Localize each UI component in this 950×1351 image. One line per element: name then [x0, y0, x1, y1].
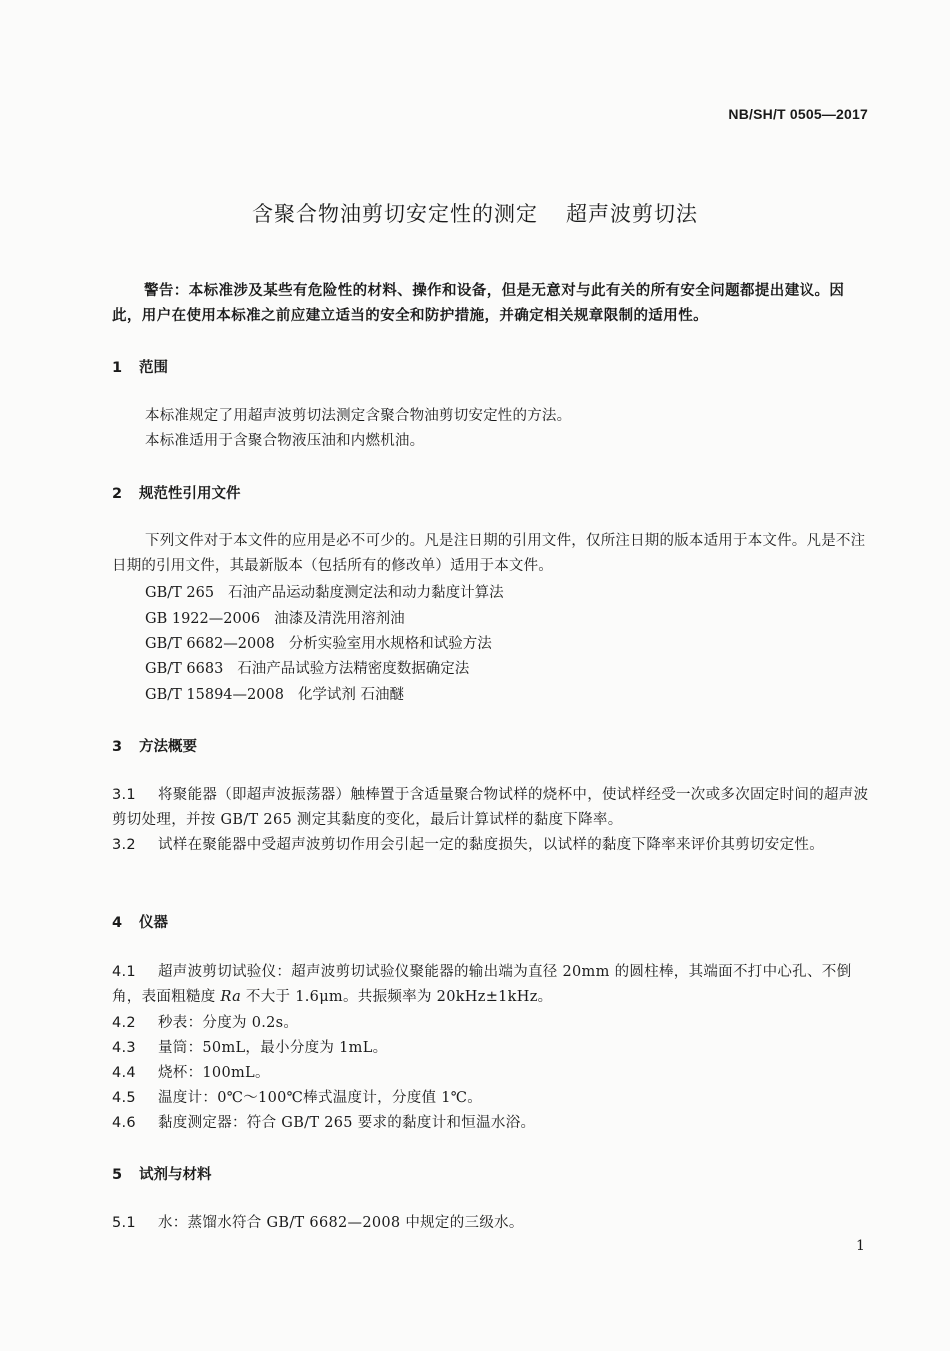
section-3-heading [112, 735, 197, 756]
section-number: 5 [112, 1167, 123, 1183]
section-title: 范围 [139, 360, 168, 376]
clause-text: 秒表：分度为 0.2s。 [158, 1015, 299, 1031]
section-number: 4 [112, 915, 123, 931]
section-2-intro: 下列文件对于本文件的应用是必不可少的。凡是注日期的引用文件，仅所注日期的版本适用于本文件。凡是不注日期的引用文件，其最新版本（包括所有的修改单）适用于本文件。 [112, 533, 866, 574]
page-number: 1 [856, 1238, 865, 1254]
section-1-para-2: 本标准适用于含聚合物液压油和内燃机油。 [145, 433, 425, 449]
clause-4-6 [112, 1111, 872, 1136]
clause-number: 4.3 [112, 1040, 136, 1056]
reference-code: GB/T 15894—2008 [145, 687, 284, 703]
section-4-heading [112, 911, 168, 932]
clause-4-4 [112, 1061, 872, 1086]
reference-title: 油漆及清洗用溶剂油 [274, 611, 405, 627]
reference-code: GB 1922—2006 [145, 611, 261, 627]
reference-code: GB/T 6682—2008 [145, 636, 275, 652]
reference-title: 分析实验室用水规格和试验方法 [288, 636, 492, 652]
standard-code: NB/SH/T 0505—2017 [728, 106, 868, 122]
section-2-heading [112, 482, 241, 503]
clause-text: 将聚能器（即超声波振荡器）触棒置于含适量聚合物试样的烧杯中，使试样经受一次或多次固定时间的超声波剪切处理，并按 GB/T 265 测定其黏度的变化，最后计算试样的黏度下降率。 [112, 787, 869, 828]
reference-code: GB/T 265 [145, 585, 215, 601]
clause-text: 烧杯：100mL。 [158, 1065, 270, 1081]
section-5-heading [112, 1163, 212, 1184]
clause-number: 4.6 [112, 1115, 136, 1131]
reference-title: 石油产品运动黏度测定法和动力黏度计算法 [228, 585, 504, 601]
clause-text-b: 不大于 1.6μm。共振频率为 20kHz±1kHz。 [241, 989, 553, 1005]
title-part-1: 含聚合物油剪切安定性的测定 [252, 202, 538, 226]
section-number: 3 [112, 739, 123, 755]
clause-4-5 [112, 1086, 872, 1111]
clause-number: 4.2 [112, 1015, 136, 1031]
section-title: 规范性引用文件 [139, 486, 241, 502]
clause-number: 3.1 [112, 787, 136, 803]
clause-number: 4.4 [112, 1065, 136, 1081]
clause-number: 4.5 [112, 1090, 136, 1106]
reference-item [145, 632, 492, 653]
document-title [0, 198, 950, 228]
clause-3-2 [112, 833, 872, 858]
reference-code: GB/T 6683 [145, 661, 224, 677]
warning-paragraph: 警告：本标准涉及某些有危险性的材料、操作和设备，但是无意对与此有关的所有安全问题都提出建议。因此，用户在使用本标准之前应建立适当的安全和防护措施，并确定相关规章限制的适用性。 [112, 283, 845, 324]
reference-item [145, 657, 469, 678]
section-title: 试剂与材料 [139, 1167, 212, 1183]
section-title: 仪器 [139, 915, 168, 931]
reference-item [145, 607, 405, 628]
clause-text: 黏度测定器：符合 GB/T 265 要求的黏度计和恒温水浴。 [158, 1115, 536, 1131]
reference-item [145, 683, 404, 704]
clause-5-1 [112, 1211, 872, 1236]
section-1-heading [112, 356, 168, 377]
clause-text-a: 超声波剪切试验仪：超声波剪切试验仪聚能器的输出端为直径 20mm 的圆柱棒，其端面不打中心孔、不倒角，表面粗糙度 [112, 964, 852, 1005]
clause-text: 量筒：50mL，最小分度为 1mL。 [158, 1040, 388, 1056]
clause-number: 5.1 [112, 1215, 136, 1231]
roughness-symbol: Ra [220, 989, 242, 1005]
clause-4-2 [112, 1011, 872, 1036]
section-number: 2 [112, 486, 123, 502]
section-number: 1 [112, 360, 123, 376]
clause-number: 4.1 [112, 964, 136, 980]
clause-4-1 [112, 960, 872, 1010]
clause-text: 试样在聚能器中受超声波剪切作用会引起一定的黏度损失，以试样的黏度下降率来评价其剪切安定性。 [158, 837, 824, 853]
title-part-2: 超声波剪切法 [566, 202, 698, 226]
clause-4-3 [112, 1036, 872, 1061]
reference-item [145, 581, 504, 602]
section-title: 方法概要 [139, 739, 197, 755]
section-1-para-1: 本标准规定了用超声波剪切法测定含聚合物油剪切安定性的方法。 [145, 408, 572, 424]
clause-number: 3.2 [112, 837, 136, 853]
reference-title: 化学试剂 石油醚 [297, 687, 405, 703]
clause-3-1 [112, 783, 872, 833]
clause-text: 温度计：0℃～100℃棒式温度计，分度值 1℃。 [158, 1090, 483, 1106]
clause-text: 水：蒸馏水符合 GB/T 6682—2008 中规定的三级水。 [158, 1215, 524, 1231]
reference-title: 石油产品试验方法精密度数据确定法 [237, 661, 470, 677]
